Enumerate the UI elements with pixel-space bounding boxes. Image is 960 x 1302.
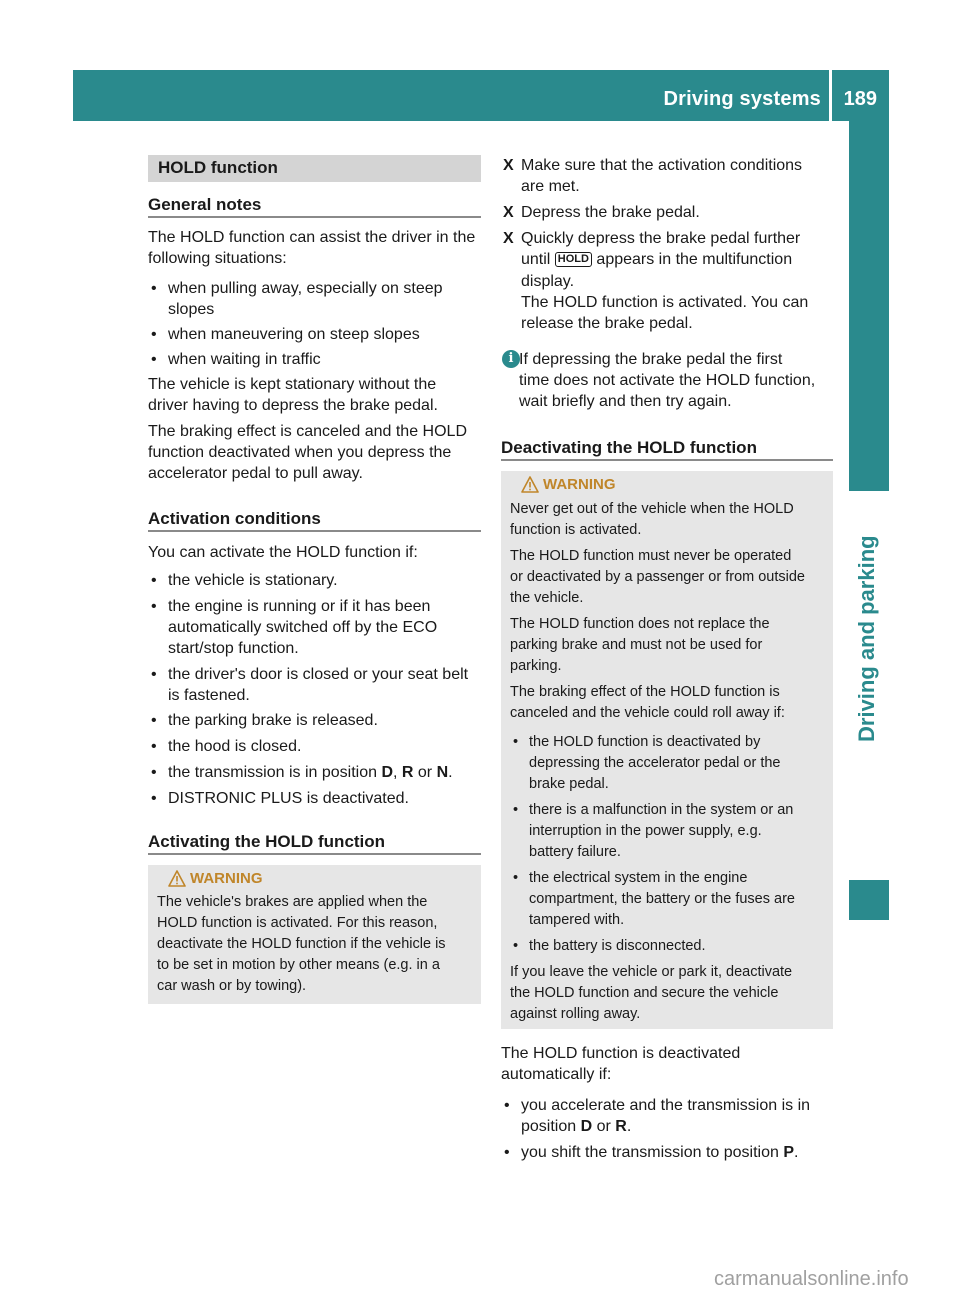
warning-line: deactivate the HOLD function if the vehicle is (157, 936, 446, 952)
heading-rule (501, 459, 833, 461)
list-item-text: when waiting in traffic (168, 351, 321, 368)
warning-line: the vehicle. (510, 590, 584, 606)
header-bar (73, 70, 889, 121)
bullet-mark: • (151, 351, 157, 368)
list-item-text: DISTRONIC PLUS is deactivated. (168, 790, 409, 807)
bullet-mark: • (504, 1097, 510, 1114)
activation-intro: You can activate the HOLD function if: (148, 544, 418, 561)
list-item-text: tampered with. (529, 912, 625, 928)
side-tab-text: Driving and parking (854, 535, 879, 742)
warning-title: WARNING (190, 870, 263, 887)
list-item-text (521, 1142, 798, 1163)
bullet-mark: • (151, 738, 157, 755)
warning-line: parking. (510, 658, 562, 674)
list-item-text: brake pedal. (529, 776, 609, 792)
bullet-mark: • (151, 712, 157, 729)
step-arrow-icon: X (503, 230, 514, 247)
bullet-mark: • (513, 734, 519, 750)
info-line: time does not activate the HOLD function, (519, 372, 816, 389)
list-item-text: slopes (168, 301, 215, 318)
bullet-mark: • (513, 938, 519, 954)
list-item-text: when maneuvering on steep slopes (168, 326, 420, 343)
warning-line: HOLD function is activated. For this reason, (157, 915, 438, 931)
header-title: Driving systems (663, 88, 821, 110)
warning-box (501, 471, 833, 1029)
para-line: accelerator pedal to pull away. (148, 465, 363, 482)
warning-icon (168, 870, 186, 887)
step-arrow-icon: X (503, 157, 514, 174)
text-run: or (592, 1118, 616, 1135)
auto-intro-line: automatically if: (501, 1066, 612, 1083)
list-item-text: battery failure. (529, 844, 621, 860)
side-marker (849, 880, 889, 920)
list-item-text: the HOLD function is deactivated by (529, 734, 761, 750)
gear-n: N (436, 764, 449, 781)
list-item-text: the electrical system in the engine (529, 870, 748, 886)
text-run: . (626, 1118, 632, 1135)
bullet-mark: • (151, 572, 157, 589)
heading-rule (148, 216, 481, 218)
para-line: The vehicle is kept stationary without the (148, 376, 437, 393)
warning-line: The braking effect of the HOLD function is (510, 684, 780, 700)
list-item-text (168, 762, 453, 783)
warning-line: against rolling away. (510, 1006, 641, 1022)
step-text: Make sure that the activation conditions (521, 157, 803, 174)
header-divider (829, 70, 832, 121)
para-line: driver having to depress the brake pedal. (148, 397, 438, 414)
list-item-text: is fastened. (168, 687, 250, 704)
list-item-text: you accelerate and the transmission is in (521, 1097, 811, 1114)
text-run: position (521, 1118, 581, 1135)
warning-line: the HOLD function and secure the vehicle (510, 985, 779, 1001)
warning-icon (521, 476, 539, 493)
bullet-mark: • (151, 326, 157, 343)
text-run: . (448, 764, 453, 781)
warning-line: The HOLD function does not replace the (510, 616, 770, 632)
intro-line-1: The HOLD function can assist the driver in the (148, 229, 476, 246)
step-text: display. (521, 273, 575, 290)
activating-heading: Activating the HOLD function (148, 832, 386, 851)
step-text: The HOLD function is activated. You can (521, 294, 809, 311)
warning-line: The HOLD function must never be operated (510, 548, 792, 564)
step-text (521, 249, 792, 270)
list-item-text: the battery is disconnected. (529, 938, 706, 954)
gear-d: D (381, 764, 393, 781)
warning-line: parking brake and must not be used for (510, 637, 763, 653)
gear-r: R (401, 764, 414, 781)
warning-line: canceled and the vehicle could roll away if: (510, 705, 785, 721)
footer-watermark: carmanualsonline.info (714, 1268, 909, 1290)
intro-line-2: following situations: (148, 250, 287, 267)
list-item-text: compartment, the battery or the fuses are (529, 891, 795, 907)
info-line: wait briefly and then try again. (519, 393, 732, 410)
para-line: The braking effect is canceled and the HOLD (148, 423, 467, 440)
info-line: If depressing the brake pedal the first (519, 351, 783, 368)
general-notes-heading: General notes (148, 195, 262, 214)
warning-line: If you leave the vehicle or park it, deactivate (510, 964, 793, 980)
gear-r: R (615, 1118, 627, 1135)
bullet-mark: • (151, 280, 157, 297)
bullet-mark: • (151, 666, 157, 683)
list-item-text: interruption in the power supply, e.g. (529, 823, 762, 839)
heading-rule (148, 853, 481, 855)
warning-line: Never get out of the vehicle when the HOLD (510, 501, 794, 517)
text-run: , (393, 764, 402, 781)
step-text: release the brake pedal. (521, 315, 693, 332)
step-text: Depress the brake pedal. (521, 204, 700, 221)
warning-title: WARNING (543, 476, 616, 493)
step-text: are met. (521, 178, 580, 195)
bullet-mark: • (504, 1144, 510, 1161)
list-item-text: when pulling away, especially on steep (168, 280, 443, 297)
warning-box (148, 865, 481, 1004)
text-run: . (794, 1144, 799, 1161)
warning-line: car wash or by towing). (157, 978, 307, 994)
gear-d: D (580, 1118, 593, 1135)
deactivating-heading: Deactivating the HOLD function (501, 438, 757, 457)
text-run: or (413, 764, 437, 781)
section-title-bar (148, 155, 481, 182)
text-run: the transmission is in position (168, 764, 382, 781)
warning-line: The vehicle's brakes are applied when the (157, 894, 428, 910)
side-tab (849, 121, 889, 491)
bullet-mark: • (513, 802, 519, 818)
bullet-mark: • (151, 790, 157, 807)
list-item-text: the vehicle is stationary. (168, 572, 338, 589)
list-item-text: automatically switched off by the ECO (168, 619, 438, 636)
list-item-text: the parking brake is released. (168, 712, 378, 729)
section-title: HOLD function (158, 158, 278, 177)
step-arrow-icon: X (503, 204, 514, 221)
hold-symbol-icon: HOLD (555, 252, 592, 267)
text-run: appears in the multifunction (591, 251, 793, 268)
page-number: 189 (843, 88, 877, 110)
step-text: Quickly depress the brake pedal further (521, 230, 801, 247)
bullet-mark: • (513, 870, 519, 886)
bullet-mark: • (151, 764, 157, 781)
list-item-text: there is a malfunction in the system or an (529, 802, 794, 818)
list-item-text: depressing the accelerator pedal or the (529, 755, 781, 771)
warning-line: or deactivated by a passenger or from outside (510, 569, 805, 585)
heading-rule (148, 530, 481, 532)
side-tab-label (850, 492, 888, 742)
list-item-text: the hood is closed. (168, 738, 302, 755)
list-item-text: the driver's door is closed or your seat belt (168, 666, 469, 683)
text-run: until (521, 251, 555, 268)
info-icon: i (502, 350, 520, 368)
activation-conditions-heading: Activation conditions (148, 509, 321, 528)
list-item-text (521, 1116, 631, 1137)
auto-intro-line: The HOLD function is deactivated (501, 1045, 741, 1062)
list-item-text: start/stop function. (168, 640, 299, 657)
warning-line: to be set in motion by other means (e.g. in a (157, 957, 440, 973)
para-line: function deactivated when you depress the (148, 444, 452, 461)
gear-p: P (783, 1144, 795, 1161)
warning-line: function is activated. (510, 522, 642, 538)
list-item-text: the engine is running or if it has been (168, 598, 431, 615)
bullet-mark: • (151, 598, 157, 615)
text-run: you shift the transmission to position (521, 1144, 784, 1161)
